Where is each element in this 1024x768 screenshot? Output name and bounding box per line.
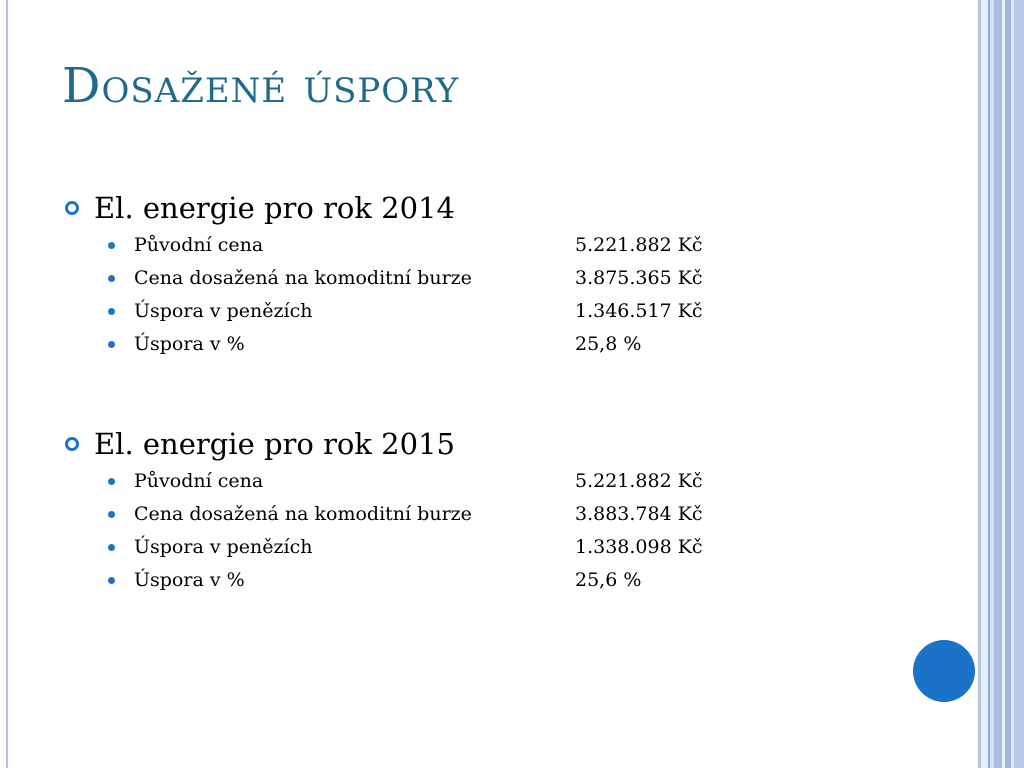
dot-bullet-icon [108,511,115,518]
ring-bullet-icon [64,436,80,452]
stripe [981,0,988,768]
section-2014 [62,190,762,364]
list-item [62,298,762,331]
dot-bullet-icon [108,544,115,551]
item-label: Úspora v penězích [134,536,313,558]
item-label: Úspora v % [134,333,245,355]
item-value: 3.883.784 Kč [575,503,703,525]
section-heading: El. energie pro rok 2014 [94,191,455,225]
stripe [1014,0,1024,768]
item-label: Původní cena [134,234,264,256]
list-item [62,534,762,567]
list-item [62,232,762,265]
dot-bullet-icon [108,577,115,584]
item-label: Úspora v penězích [134,300,313,322]
item-label: Úspora v % [134,569,245,591]
dot-bullet-icon [108,308,115,315]
item-label: Cena dosažená na komoditní burze [134,503,472,525]
item-value: 5.221.882 Kč [575,470,703,492]
list-item [62,567,762,600]
list-item [62,468,762,501]
list-item [62,331,762,364]
list-item [62,265,762,298]
dot-bullet-icon [108,341,115,348]
dot-bullet-icon [108,242,115,249]
item-label: Původní cena [134,470,264,492]
item-value: 3.875.365 Kč [575,267,703,289]
left-frame-line [6,0,8,768]
item-value: 5.221.882 Kč [575,234,703,256]
ring-bullet-icon [64,200,80,216]
section-2015 [62,426,762,600]
list-item [62,501,762,534]
stripe [994,0,1002,768]
section-heading-row [62,426,762,462]
right-stripes-decoration [978,0,1024,768]
section-heading-row [62,190,762,226]
circle-decoration-icon [913,640,975,702]
item-value: 25,8 % [575,333,642,355]
page-title: Dosažené úspory [62,58,460,114]
section-heading: El. energie pro rok 2015 [94,427,455,461]
item-label: Cena dosažená na komoditní burze [134,267,472,289]
item-value: 1.346.517 Kč [575,300,703,322]
dot-bullet-icon [108,478,115,485]
item-value: 1.338.098 Kč [575,536,703,558]
dot-bullet-icon [108,275,115,282]
item-value: 25,6 % [575,569,642,591]
